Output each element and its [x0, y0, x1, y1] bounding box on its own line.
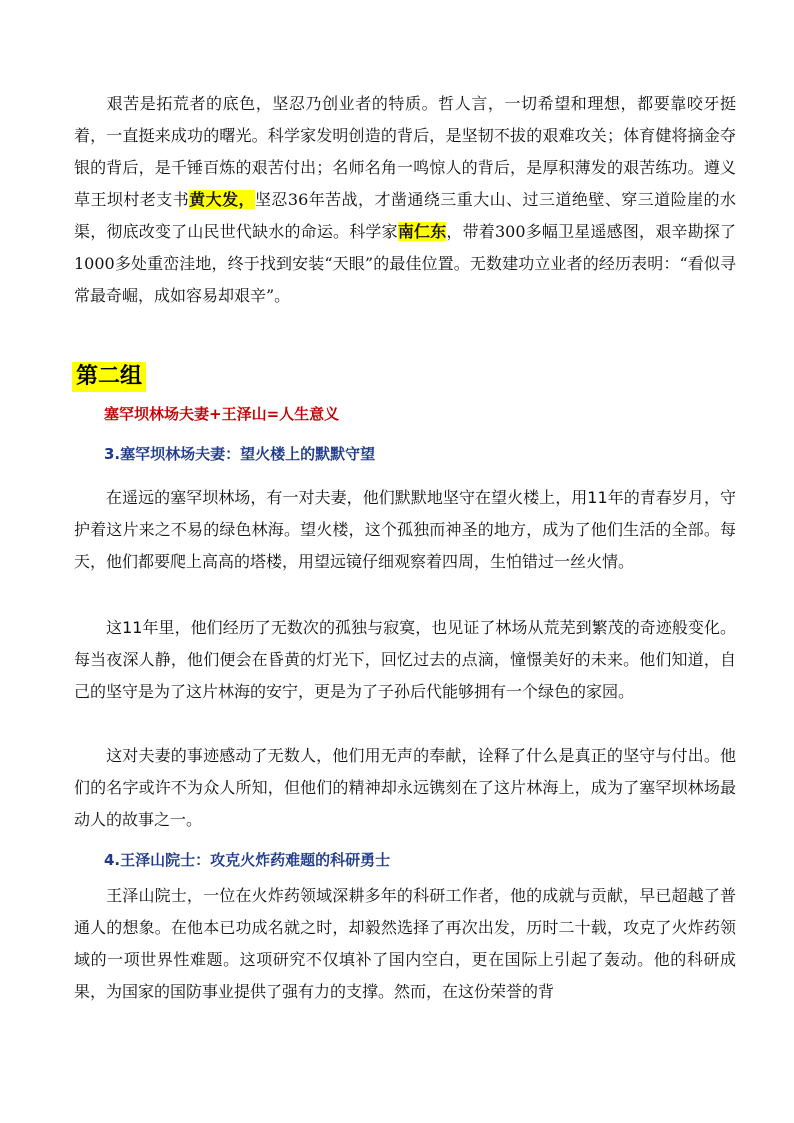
section-3-paragraph-1-text: 在遥远的塞罕坝林场，有一对夫妻，他们默默地坚守在望火楼上，用11年的青春岁月，守护着这片来之不易的绿色林海。望火楼，这个孤独而神圣的地方，成为了他们生活的全部。每天，他们都要爬上高高的塔楼，用望远镜仔细观察着四周，生怕错过一丝火情。 — [74, 488, 736, 571]
intro-text-part3: ，带着300多幅卫星遥感图，艰辛勘探了1000多处重峦洼地，终于找到安装“天眼”的最佳位置。无数建功立业者的经历表明：“看似寻常最奇崛，成如容易却艰辛”。 — [74, 222, 736, 305]
section-4-heading: 4.王泽山院士：攻克火炸药难题的科研勇士 — [104, 851, 391, 869]
section-3-paragraph-2 — [74, 612, 736, 708]
section-3-paragraph-3 — [74, 740, 736, 836]
section-3-paragraph-3-text: 这对夫妻的事迹感动了无数人，他们用无声的奉献，诠释了什么是真正的坚守与付出。他们的名字或许不为众人所知，但他们的精神却永远镌刻在了这片林海上，成为了塞罕坝林场最动人的故事之一。 — [74, 746, 736, 829]
highlight-name-nan: 南仁东 — [397, 222, 447, 241]
intro-paragraph — [74, 88, 736, 312]
section-3-paragraph-1 — [74, 482, 736, 578]
section-4-paragraph-1 — [74, 880, 736, 1008]
group-title: 第二组 — [72, 362, 146, 392]
group-subtitle: 塞罕坝林场夫妻+王泽山=人生意义 — [104, 405, 340, 423]
highlight-name-huang: 黄大发， — [189, 190, 255, 209]
section-3-heading: 3.塞罕坝林场夫妻：望火楼上的默默守望 — [104, 445, 376, 463]
section-4-paragraph-1-text: 王泽山院士，一位在火炸药领域深耕多年的科研工作者，他的成就与贡献，早已超越了普通人的想象。在他本已功成名就之时，却毅然选择了再次出发，历时二十载，攻克了火炸药领域的一项世界性难题。这项研究不仅填补了国内空白，更在国际上引起了轰动。他的科研成果，为国家的国防事业提供了强有力的支撑。然而，在这份荣誉的背 — [74, 886, 736, 1001]
intro-text-part2: 坚忍36年苦战，才凿通绕三重大山、过三道绝壁、穿三道险崖的水渠，彻底改变了山民世代缺水的命运。科学家 — [74, 190, 736, 241]
intro-text-part1: 艰苦是拓荒者的底色，坚忍乃创业者的特质。哲人言，一切希望和理想，都要靠咬牙挺着，一直挺来成功的曙光。科学家发明创造的背后，是坚韧不拔的艰难攻关；体育健将摘金夺银的背后，是千锤百炼的艰苦付出；名师名角一鸣惊人的背后，是厚积薄发的艰苦练功。遵义草王坝村老支书 — [74, 94, 736, 209]
section-3-paragraph-2-text: 这11年里，他们经历了无数次的孤独与寂寞，也见证了林场从荒芜到繁茂的奇迹般变化。每当夜深人静，他们便会在昏黄的灯光下，回忆过去的点滴，憧憬美好的未来。他们知道，自己的坚守是为了这片林海的安宁，更是为了子孙后代能够拥有一个绿色的家园。 — [74, 618, 736, 701]
